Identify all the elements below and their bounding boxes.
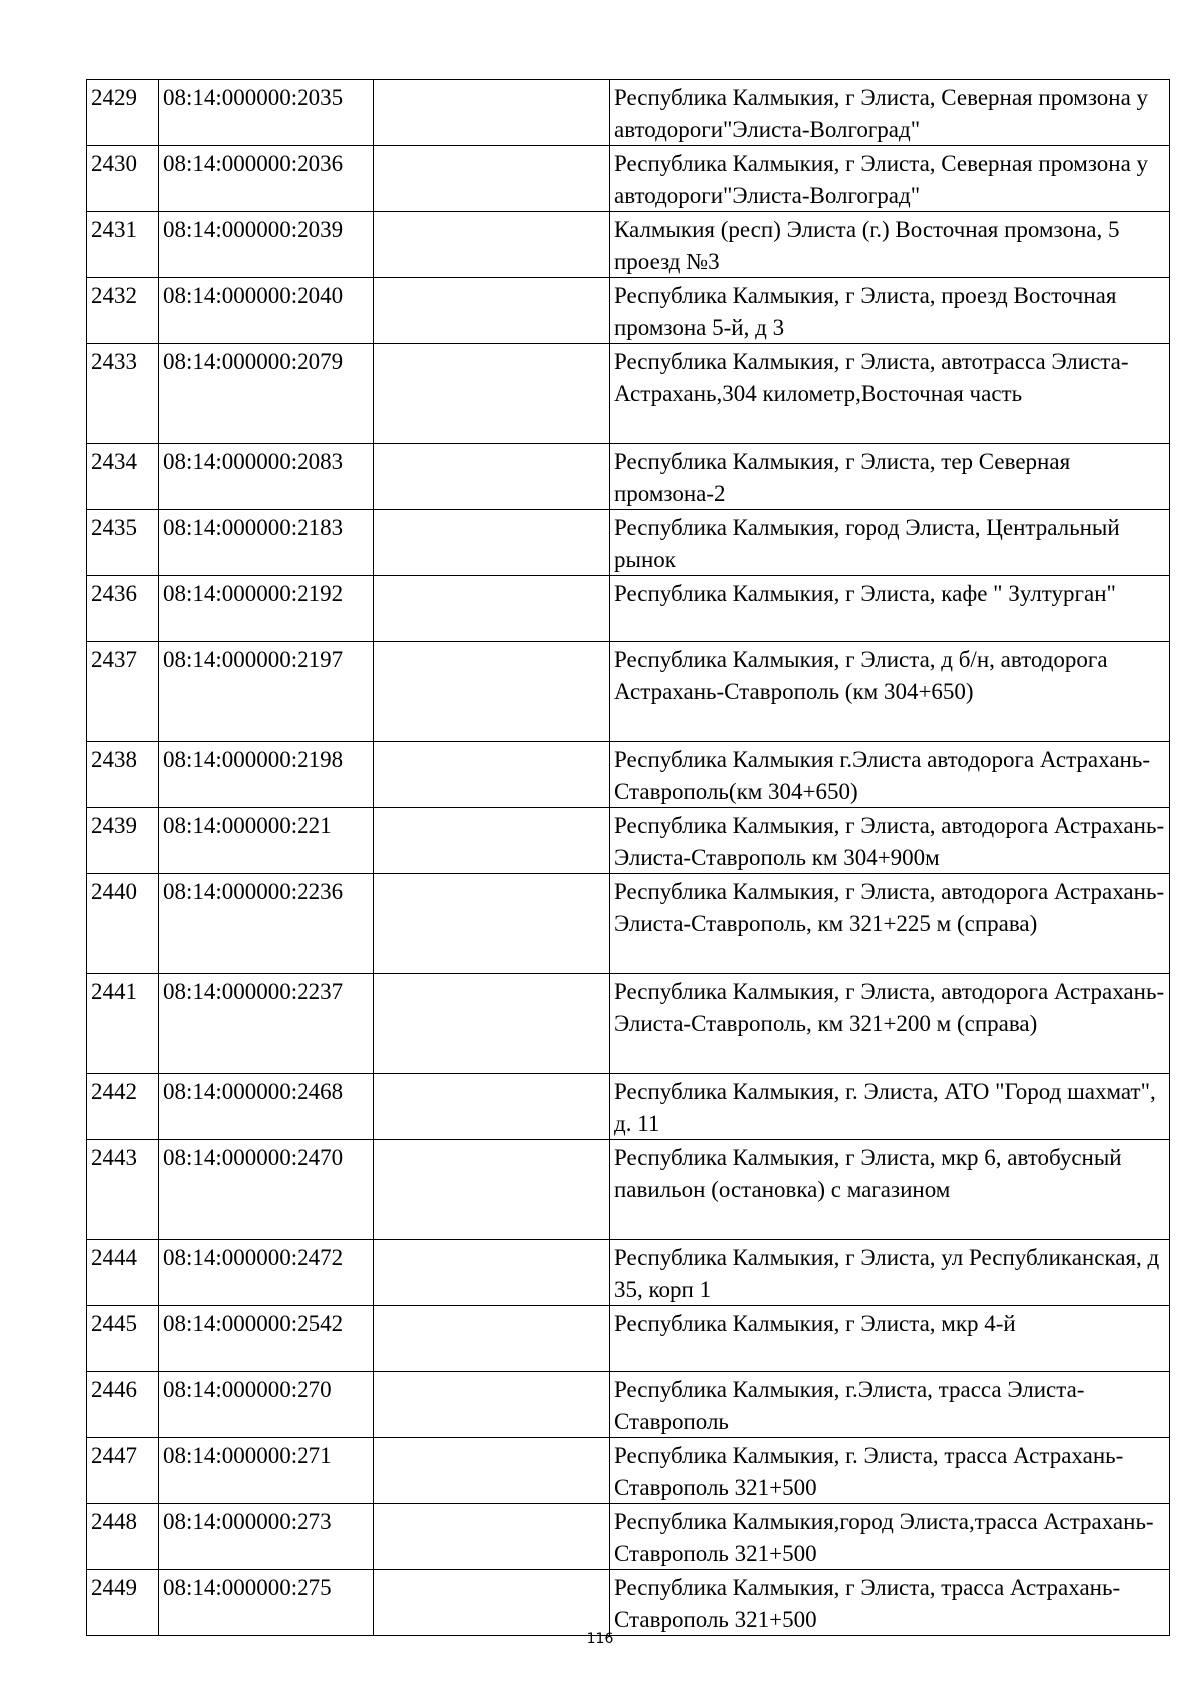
row-number-cell: 2449 bbox=[87, 1570, 159, 1636]
row-number-cell: 2443 bbox=[87, 1140, 159, 1240]
row-number-cell: 2447 bbox=[87, 1438, 159, 1504]
address-cell: Республика Калмыкия, г Элиста, мкр 6, автобусный павильон (остановка) с магазином bbox=[610, 1140, 1170, 1240]
row-number-cell: 2445 bbox=[87, 1306, 159, 1372]
cadastral-number-cell: 08:14:000000:2083 bbox=[159, 444, 374, 510]
empty-cell bbox=[374, 576, 610, 642]
cadastral-number-cell: 08:14:000000:273 bbox=[159, 1504, 374, 1570]
row-number-cell: 2433 bbox=[87, 344, 159, 444]
empty-cell bbox=[374, 742, 610, 808]
address-cell: Республика Калмыкия, г Элиста, проезд Восточная промзона 5-й, д 3 bbox=[610, 278, 1170, 344]
cadastral-number-cell: 08:14:000000:2237 bbox=[159, 974, 374, 1074]
address-cell: Республика Калмыкия г.Элиста автодорога Астрахань-Ставрополь(км 304+650) bbox=[610, 742, 1170, 808]
table-row bbox=[87, 742, 1170, 808]
row-number-cell: 2430 bbox=[87, 146, 159, 212]
row-number-cell: 2436 bbox=[87, 576, 159, 642]
empty-cell bbox=[374, 212, 610, 278]
table-row bbox=[87, 278, 1170, 344]
cadastral-number-cell: 08:14:000000:2036 bbox=[159, 146, 374, 212]
address-cell: Республика Калмыкия, г Элиста, автодорога Астрахань-Элиста-Ставрополь км 304+900м bbox=[610, 808, 1170, 874]
table-row bbox=[87, 874, 1170, 974]
empty-cell bbox=[374, 1570, 610, 1636]
table-row bbox=[87, 212, 1170, 278]
cadastral-number-cell: 08:14:000000:2198 bbox=[159, 742, 374, 808]
table-row bbox=[87, 1570, 1170, 1636]
empty-cell bbox=[374, 874, 610, 974]
row-number-cell: 2429 bbox=[87, 80, 159, 146]
address-cell: Республика Калмыкия, г Элиста, мкр 4-й bbox=[610, 1306, 1170, 1372]
row-number-cell: 2444 bbox=[87, 1240, 159, 1306]
cadastral-number-cell: 08:14:000000:2183 bbox=[159, 510, 374, 576]
cadastral-number-cell: 08:14:000000:2039 bbox=[159, 212, 374, 278]
row-number-cell: 2441 bbox=[87, 974, 159, 1074]
empty-cell bbox=[374, 278, 610, 344]
address-cell: Республика Калмыкия, г. Элиста, трасса Астрахань-Ставрополь 321+500 bbox=[610, 1438, 1170, 1504]
empty-cell bbox=[374, 642, 610, 742]
address-cell: Республика Калмыкия, г Элиста, автодорога Астрахань-Элиста-Ставрополь, км 321+225 м (справа) bbox=[610, 874, 1170, 974]
empty-cell bbox=[374, 974, 610, 1074]
table-row bbox=[87, 1074, 1170, 1140]
address-cell: Республика Калмыкия, г Элиста, трасса Астрахань-Ставрополь 321+500 bbox=[610, 1570, 1170, 1636]
table-row bbox=[87, 146, 1170, 212]
empty-cell bbox=[374, 146, 610, 212]
cadastral-number-cell: 08:14:000000:271 bbox=[159, 1438, 374, 1504]
address-cell: Республика Калмыкия, г.Элиста, трасса Элиста-Ставрополь bbox=[610, 1372, 1170, 1438]
table-row bbox=[87, 1438, 1170, 1504]
address-cell: Республика Калмыкия, г Элиста, Северная промзона у автодороги"Элиста-Волгоград" bbox=[610, 146, 1170, 212]
table-row bbox=[87, 444, 1170, 510]
table-row bbox=[87, 1240, 1170, 1306]
address-cell: Республика Калмыкия, г Элиста, тер Северная промзона-2 bbox=[610, 444, 1170, 510]
registry-table-body bbox=[87, 80, 1170, 1636]
address-cell: Республика Калмыкия, г Элиста, автодорога Астрахань-Элиста-Ставрополь, км 321+200 м (справа) bbox=[610, 974, 1170, 1074]
cadastral-number-cell: 08:14:000000:2472 bbox=[159, 1240, 374, 1306]
table-row bbox=[87, 1306, 1170, 1372]
row-number-cell: 2438 bbox=[87, 742, 159, 808]
registry-table bbox=[86, 79, 1170, 1636]
empty-cell bbox=[374, 344, 610, 444]
cadastral-number-cell: 08:14:000000:2192 bbox=[159, 576, 374, 642]
empty-cell bbox=[374, 1504, 610, 1570]
address-cell: Республика Калмыкия, г Элиста, д б/н, автодорога Астрахань-Ставрополь (км 304+650) bbox=[610, 642, 1170, 742]
empty-cell bbox=[374, 1306, 610, 1372]
empty-cell bbox=[374, 510, 610, 576]
address-cell: Республика Калмыкия, г Элиста, Северная промзона у автодороги"Элиста-Волгоград" bbox=[610, 80, 1170, 146]
empty-cell bbox=[374, 808, 610, 874]
empty-cell bbox=[374, 1240, 610, 1306]
cadastral-number-cell: 08:14:000000:2468 bbox=[159, 1074, 374, 1140]
address-cell: Республика Калмыкия, г. Элиста, АТО "Город шахмат", д. 11 bbox=[610, 1074, 1170, 1140]
row-number-cell: 2435 bbox=[87, 510, 159, 576]
table-row bbox=[87, 510, 1170, 576]
table-row bbox=[87, 1504, 1170, 1570]
empty-cell bbox=[374, 1438, 610, 1504]
address-cell: Республика Калмыкия, г Элиста, автотрасса Элиста-Астрахань,304 километр,Восточная часть bbox=[610, 344, 1170, 444]
cadastral-number-cell: 08:14:000000:2197 bbox=[159, 642, 374, 742]
cadastral-number-cell: 08:14:000000:2040 bbox=[159, 278, 374, 344]
cadastral-number-cell: 08:14:000000:221 bbox=[159, 808, 374, 874]
address-cell: Республика Калмыкия, г Элиста, ул Республиканская, д 35, корп 1 bbox=[610, 1240, 1170, 1306]
empty-cell bbox=[374, 1140, 610, 1240]
row-number-cell: 2448 bbox=[87, 1504, 159, 1570]
table-row bbox=[87, 808, 1170, 874]
empty-cell bbox=[374, 1074, 610, 1140]
cadastral-number-cell: 08:14:000000:2035 bbox=[159, 80, 374, 146]
table-row bbox=[87, 80, 1170, 146]
cadastral-number-cell: 08:14:000000:2236 bbox=[159, 874, 374, 974]
address-cell: Калмыкия (респ) Элиста (г.) Восточная промзона, 5 проезд №3 bbox=[610, 212, 1170, 278]
table-row bbox=[87, 1140, 1170, 1240]
row-number-cell: 2439 bbox=[87, 808, 159, 874]
address-cell: Республика Калмыкия,город Элиста,трасса Астрахань-Ставрополь 321+500 bbox=[610, 1504, 1170, 1570]
cadastral-number-cell: 08:14:000000:270 bbox=[159, 1372, 374, 1438]
row-number-cell: 2437 bbox=[87, 642, 159, 742]
page-number: 116 bbox=[586, 1631, 614, 1647]
table-row bbox=[87, 344, 1170, 444]
row-number-cell: 2432 bbox=[87, 278, 159, 344]
row-number-cell: 2446 bbox=[87, 1372, 159, 1438]
row-number-cell: 2431 bbox=[87, 212, 159, 278]
row-number-cell: 2442 bbox=[87, 1074, 159, 1140]
address-cell: Республика Калмыкия, г Элиста, кафе " Зултурган" bbox=[610, 576, 1170, 642]
empty-cell bbox=[374, 80, 610, 146]
empty-cell bbox=[374, 1372, 610, 1438]
row-number-cell: 2440 bbox=[87, 874, 159, 974]
cadastral-number-cell: 08:14:000000:2542 bbox=[159, 1306, 374, 1372]
address-cell: Республика Калмыкия, город Элиста, Центральный рынок bbox=[610, 510, 1170, 576]
cadastral-number-cell: 08:14:000000:2470 bbox=[159, 1140, 374, 1240]
table-row bbox=[87, 974, 1170, 1074]
cadastral-number-cell: 08:14:000000:275 bbox=[159, 1570, 374, 1636]
empty-cell bbox=[374, 444, 610, 510]
cadastral-number-cell: 08:14:000000:2079 bbox=[159, 344, 374, 444]
table-row bbox=[87, 642, 1170, 742]
table-row bbox=[87, 576, 1170, 642]
table-row bbox=[87, 1372, 1170, 1438]
row-number-cell: 2434 bbox=[87, 444, 159, 510]
